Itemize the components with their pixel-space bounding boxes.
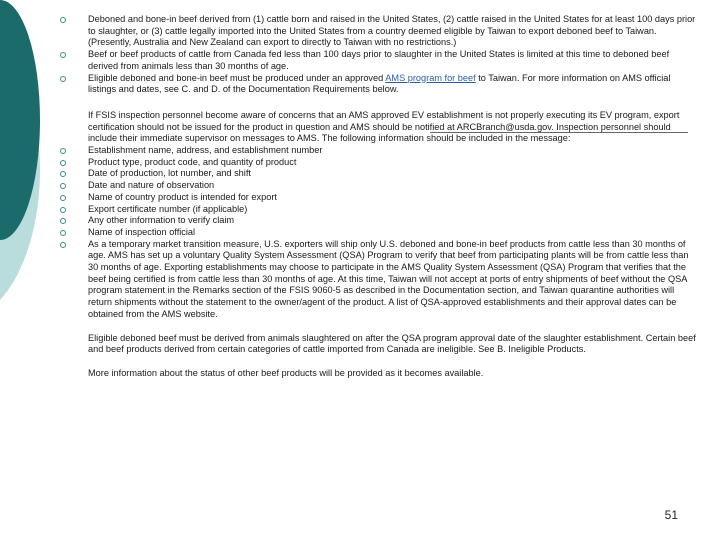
paragraph-text: to Taiwan. For more information on AMS official listings and dates, see C. and D. of the Documentation Requirements below.	[88, 72, 671, 95]
bullet-item	[60, 73, 700, 96]
bullet-icon	[60, 171, 66, 177]
bullet-item	[60, 227, 700, 239]
page-number: 51	[664, 508, 678, 522]
paragraph	[60, 368, 700, 380]
bullet-icon	[60, 52, 66, 58]
paragraph-text: More information about the status of other beef products will be provided as it becomes available.	[88, 367, 484, 378]
paragraph-text: Date of production, lot number, and shift	[88, 168, 251, 179]
bullet-icon	[60, 160, 66, 166]
spacer	[60, 321, 700, 333]
ams-program-link[interactable]: AMS program for beef	[385, 72, 476, 83]
bullet-item	[60, 192, 700, 204]
bullet-item	[60, 14, 700, 49]
bullet-item	[60, 49, 700, 72]
paragraph-text: Export certificate number (if applicable)	[88, 203, 248, 214]
paragraph-text: Any other information to verify claim	[88, 215, 235, 226]
paragraph-text: If FSIS inspection personnel become aware of concerns that an AMS approved EV establishment is not properly executing its EV program, export certification should not be issued for the product in question and AMS should be notified at ARCBranch@usda.gov. Inspection personnel should include their immediate supervisor on messages to AMS. The following information should be included in the message:	[88, 109, 680, 144]
paragraph-text: Name of inspection official	[88, 226, 196, 237]
bullet-item	[60, 180, 700, 192]
bullet-item	[60, 157, 700, 169]
document-body	[60, 14, 700, 380]
bullet-item	[60, 168, 700, 180]
bullet-icon	[60, 207, 66, 213]
paragraph-text: Name of country product is intended for export	[88, 191, 277, 202]
paragraph	[60, 333, 700, 356]
bullet-icon	[60, 183, 66, 189]
bullet-item	[60, 204, 700, 216]
spacer	[60, 356, 700, 368]
paragraph-text: Beef or beef products of cattle from Canada fed less than 100 days prior to slaughter in the United States is limited at this time to deboned beef derived from animals less than 30 months of age.	[88, 49, 670, 71]
paragraph-text: Establishment name, address, and establishment number	[88, 145, 323, 156]
spacer	[60, 96, 700, 110]
paragraph	[60, 110, 700, 145]
bullet-item	[60, 239, 700, 321]
bullet-icon	[60, 242, 66, 248]
bullet-icon	[60, 218, 66, 224]
bullet-icon	[60, 148, 66, 154]
horizontal-rule	[430, 132, 688, 133]
bullet-item	[60, 145, 700, 157]
paragraph-text: Product type, product code, and quantity of product	[88, 156, 297, 167]
decorative-side-graphic	[0, 0, 60, 540]
bullet-icon	[60, 17, 66, 23]
bullet-item	[60, 215, 700, 227]
bullet-icon	[60, 195, 66, 201]
bullet-icon	[60, 76, 66, 82]
paragraph-text: Date and nature of observation	[88, 180, 215, 191]
paragraph-text: Deboned and bone-in beef derived from (1) cattle born and raised in the United States, (2) cattle raised in the United States for at least 100 days prior to slaughter, or (3) cattle legally imported into the United States from a country deemed eligible by Taiwan to export deboned beef to Taiwan. (Presently, Australia and New Zealand can export to directly to Taiwan with no restrictions.)	[88, 14, 696, 48]
bullet-icon	[60, 230, 66, 236]
paragraph-text: As a temporary market transition measure, U.S. exporters will ship only U.S. deboned and bone-in beef products from cattle less than 30 months of age. AMS has set up a voluntary Quality System Assessment (QSA) Program to verify that beef from participating plants will be from cattle less than 30 months of age. Exporting establishments may choose to participate in the AMS Quality System Assessment (QSA) Program that verifies that the beef being certified is from cattle less than 30 months of age. At this time, Taiwan will not accept at ports of entry shipments of beef without the QSA program statement in the Remarks section of the FSIS 9060-5 as described in the Documentation section, and Taiwan quarantine authorities will return shipments without the statement to the owner/agent of the product. A list of QSA-approved establishments and their approval dates can be obtained from the AMS website.	[88, 238, 689, 319]
paragraph-text: Eligible deboned beef must be derived from animals slaughtered on after the QSA program approval date of the slaughter establishment. Certain beef and beef products derived from certain categories of cattle imported from Canada are ineligible. See B. Ineligible Products.	[88, 332, 696, 355]
paragraph-text: Eligible deboned and bone-in beef must be produced under an approved	[88, 72, 386, 83]
